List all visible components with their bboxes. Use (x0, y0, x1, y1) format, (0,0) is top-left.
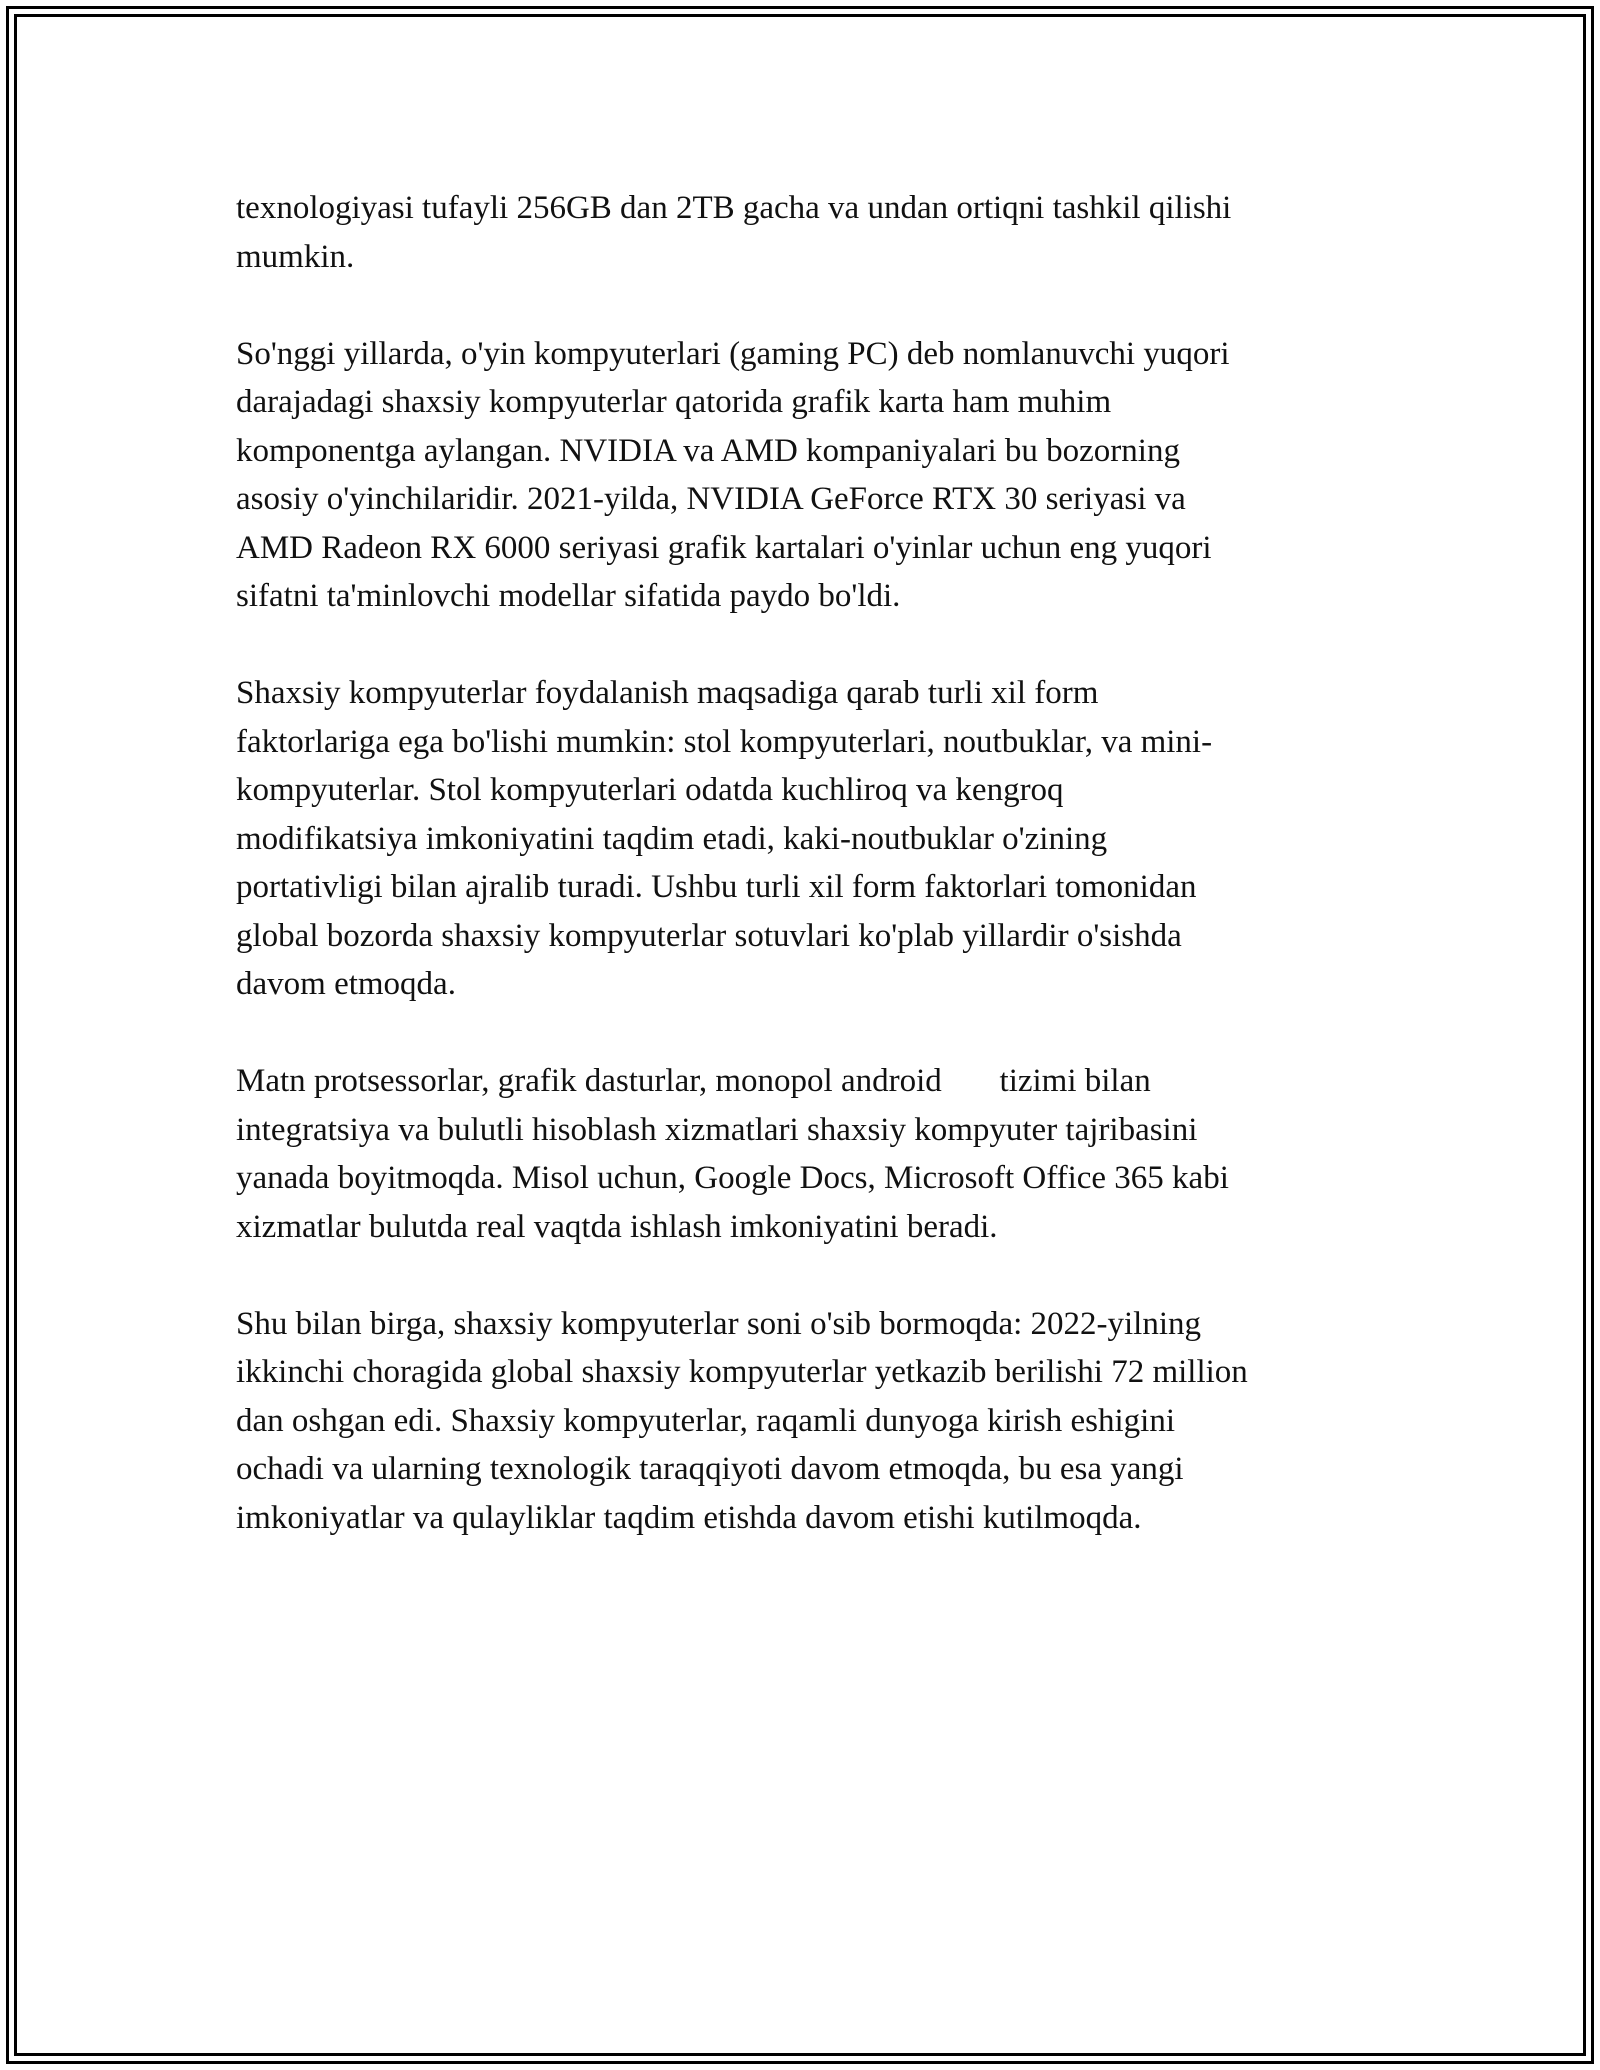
paragraph-form-factors: Shaxsiy kompyuterlar foydalanish maqsadiga qarab turli xil form faktorlariga ega bo'lishi mumkin: stol kompyuterlari, noutbuklar, va mini- kompyuterlar. Stol kompyuterlari odatda kuchliroq va kengroq modifikatsiya imkoniyatini taqdim etadi, kaki-noutbuklar o'zining portativligi bilan ajralib turadi. Ushbu turli xil form faktorlari tomonidan global bozorda shaxsiy kompyuterlar sotuvlari ko'plab yillardir o'sishda davom etmoqda. (236, 675, 1213, 1002)
paragraph-storage: texnologiyasi tufayli 256GB dan 2TB gacha va undan ortiqni tashkil qilishi mumkin. (236, 190, 1232, 275)
document-body (236, 184, 1376, 1542)
paragraph-gaming-graphics: So'nggi yillarda, o'yin kompyuterlari (gaming PC) deb nomlanuvchi yuqori darajadagi shaxsiy kompyuterlar qatorida grafik karta ham muhim komponentga aylangan. NVIDIA va AMD kompaniyalari bu bozorning asosiy o'yinchilaridir. 2021-yilda, NVIDIA GeForce RTX 30 seriyasi va AMD Radeon RX 6000 seriyasi grafik kartalari o'yinlar uchun eng yuqori sifatni ta'minlovchi modellar sifatida paydo bo'ldi. (236, 335, 1230, 614)
paragraph-market-growth: Shu bilan birga, shaxsiy kompyuterlar soni o'sib bormoqda: 2022-yilning ikkinchi choragida global shaxsiy kompyuterlar yetkazib berilishi 72 million dan oshgan edi. Shaxsiy kompyuterlar, raqamli dunyoga kirish eshigini ochadi va ularning texnologik taraqqiyoti davom etmoqda, bu esa yangi imkoniyatlar va qulayliklar taqdim etishda davom etishi kutilmoqda. (236, 1305, 1248, 1536)
paragraph-software-cloud: Matn protsessorlar, grafik dasturlar, monopol android tizimi bilan integratsiya va bulutli hisoblash xizmatlari shaxsiy kompyuter tajribasini yanada boyitmoqda. Misol uchun, Google Docs, Microsoft Office 365 kabi xizmatlar bulutda real vaqtda ishlash imkoniyatini beradi. (236, 1063, 1229, 1245)
